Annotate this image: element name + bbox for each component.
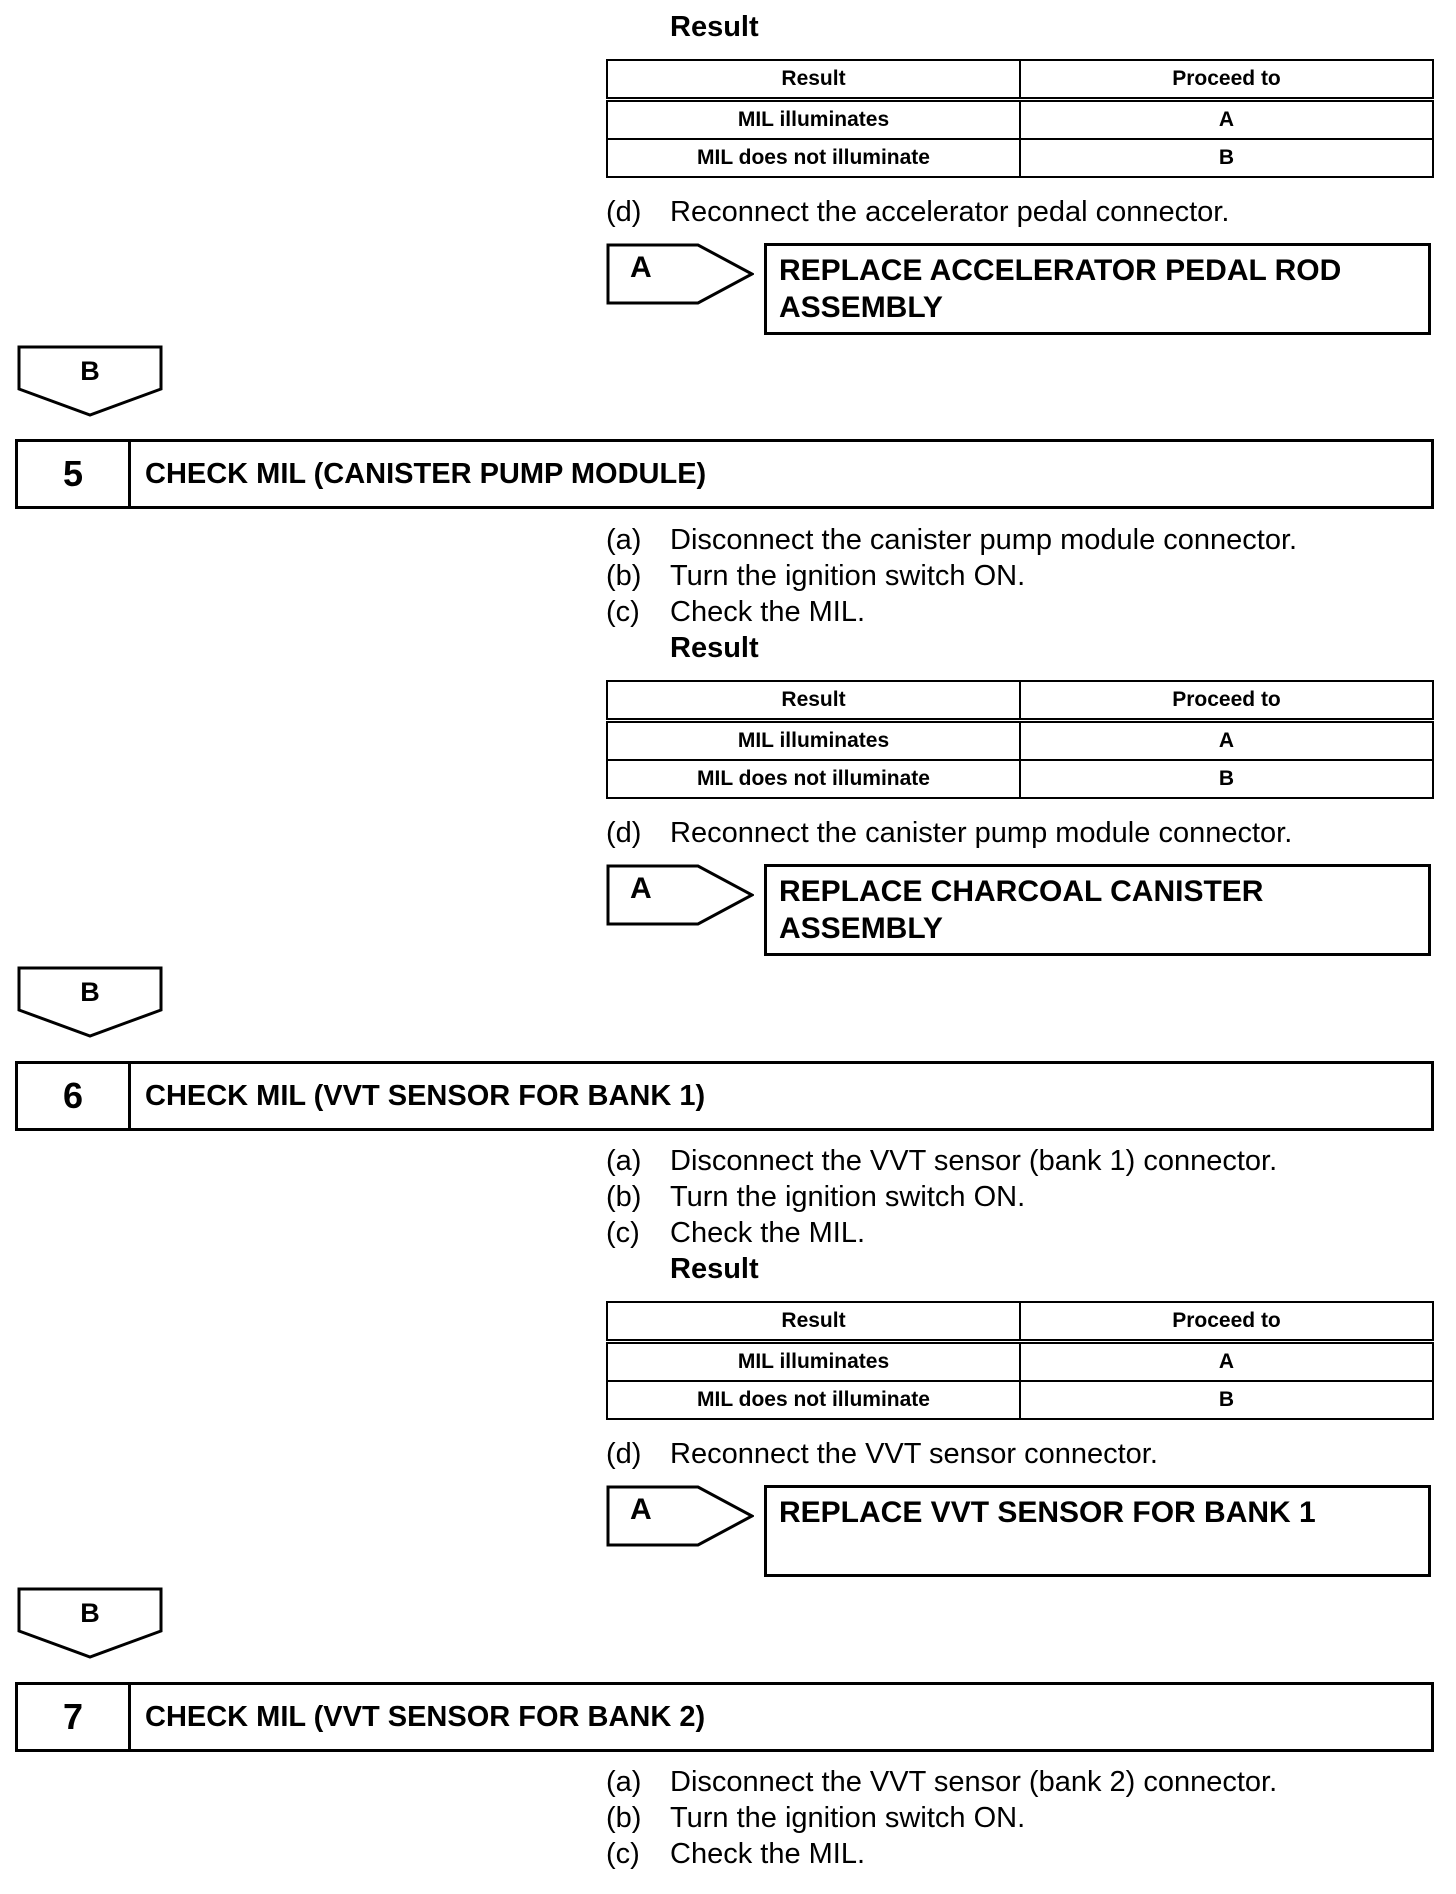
step-letter: (c) (606, 1838, 640, 1870)
header-proceed-to: Proceed to (1020, 1302, 1433, 1342)
step-letter: (a) (606, 1766, 642, 1798)
table-row (607, 760, 1433, 798)
branch-a-label: A (630, 1493, 652, 1526)
section-number: 5 (18, 442, 131, 506)
step-letter: (b) (606, 560, 642, 592)
header-result: Result (607, 681, 1020, 721)
section-number: 7 (18, 1685, 131, 1749)
table-row (607, 139, 1433, 177)
header-result: Result (607, 1302, 1020, 1342)
step-c (606, 594, 865, 630)
step-d (606, 815, 1292, 851)
section-header-6 (15, 1061, 1434, 1131)
branch-b-label: B (80, 356, 100, 386)
result-label: Result (670, 1253, 759, 1285)
header-proceed-to: Proceed to (1020, 681, 1433, 721)
cell-proceed: A (1020, 1342, 1433, 1382)
table-row (607, 100, 1433, 140)
branch-a-label: A (630, 872, 652, 905)
cell-proceed: A (1020, 100, 1433, 140)
step-text: Check the MIL. (670, 1838, 866, 1870)
result-table (606, 1301, 1434, 1420)
step-a (606, 522, 1297, 558)
cell-result: MIL illuminates (607, 100, 1020, 140)
section-title: CHECK MIL (VVT SENSOR FOR BANK 1) (145, 1079, 706, 1112)
cell-proceed: A (1020, 721, 1433, 761)
section-title: CHECK MIL (CANISTER PUMP MODULE) (145, 457, 707, 490)
step-c (606, 1215, 865, 1251)
cell-result: MIL illuminates (607, 1342, 1020, 1382)
table-row (607, 1342, 1433, 1382)
table-row (607, 1381, 1433, 1419)
right-arrow-icon (606, 864, 754, 926)
branch-b-arrow (17, 1587, 163, 1659)
cell-proceed: B (1020, 139, 1433, 177)
table-header-row (607, 60, 1433, 100)
replace-box: REPLACE CHARCOAL CANISTER ASSEMBLY (764, 864, 1431, 956)
step-text: Turn the ignition switch ON. (670, 1181, 1026, 1213)
step-text: Check the MIL. (670, 596, 866, 628)
table-header-row (607, 681, 1433, 721)
cell-result: MIL does not illuminate (607, 139, 1020, 177)
step-letter: (d) (606, 817, 642, 849)
cell-result: MIL does not illuminate (607, 760, 1020, 798)
cell-proceed: B (1020, 1381, 1433, 1419)
step-letter: (a) (606, 1145, 642, 1177)
replace-box: REPLACE VVT SENSOR FOR BANK 1 (764, 1485, 1431, 1577)
step-letter: (d) (606, 1438, 642, 1470)
step-letter: (d) (606, 196, 642, 228)
step-text: Turn the ignition switch ON. (670, 1802, 1026, 1834)
branch-b-label: B (80, 1598, 100, 1628)
result-label: Result (670, 632, 759, 664)
section-title: CHECK MIL (VVT SENSOR FOR BANK 2) (145, 1700, 706, 1733)
step-letter: (c) (606, 1217, 640, 1249)
step-text: Disconnect the VVT sensor (bank 2) connector. (670, 1766, 1278, 1798)
step-text: Reconnect the VVT sensor connector. (670, 1438, 1158, 1470)
step-d (606, 1436, 1158, 1472)
result-label: Result (670, 11, 759, 43)
header-result: Result (607, 60, 1020, 100)
table-header-row (607, 1302, 1433, 1342)
branch-b-arrow (17, 966, 163, 1038)
step-b (606, 1179, 1025, 1215)
step-text: Reconnect the accelerator pedal connector. (670, 196, 1230, 228)
section-number: 6 (18, 1064, 131, 1128)
header-proceed-to: Proceed to (1020, 60, 1433, 100)
step-text: Turn the ignition switch ON. (670, 560, 1026, 592)
step-letter: (c) (606, 596, 640, 628)
step-text: Disconnect the canister pump module connector. (670, 524, 1298, 556)
right-arrow-icon (606, 1485, 754, 1547)
cell-result: MIL illuminates (607, 721, 1020, 761)
replace-box: REPLACE ACCELERATOR PEDAL ROD ASSEMBLY (764, 243, 1431, 335)
branch-a-label: A (630, 251, 652, 284)
branch-a-arrow (606, 864, 754, 926)
right-arrow-icon (606, 243, 754, 305)
cell-result: MIL does not illuminate (607, 1381, 1020, 1419)
step-text: Reconnect the canister pump module connector. (670, 817, 1293, 849)
section-header-7 (15, 1682, 1434, 1752)
branch-b-label: B (80, 977, 100, 1007)
step-a (606, 1143, 1277, 1179)
table-row (607, 721, 1433, 761)
step-b (606, 1800, 1025, 1836)
branch-b-arrow (17, 345, 163, 417)
section-header-5 (15, 439, 1434, 509)
step-b (606, 558, 1025, 594)
branch-a-arrow (606, 243, 754, 305)
step-d (606, 194, 1229, 230)
cell-proceed: B (1020, 760, 1433, 798)
step-a (606, 1764, 1277, 1800)
step-text: Disconnect the VVT sensor (bank 1) connector. (670, 1145, 1278, 1177)
step-letter: (a) (606, 524, 642, 556)
step-letter: (b) (606, 1181, 642, 1213)
step-text: Check the MIL. (670, 1217, 866, 1249)
step-letter: (b) (606, 1802, 642, 1834)
result-table (606, 680, 1434, 799)
result-table (606, 59, 1434, 178)
branch-a-arrow (606, 1485, 754, 1547)
step-c (606, 1836, 865, 1872)
